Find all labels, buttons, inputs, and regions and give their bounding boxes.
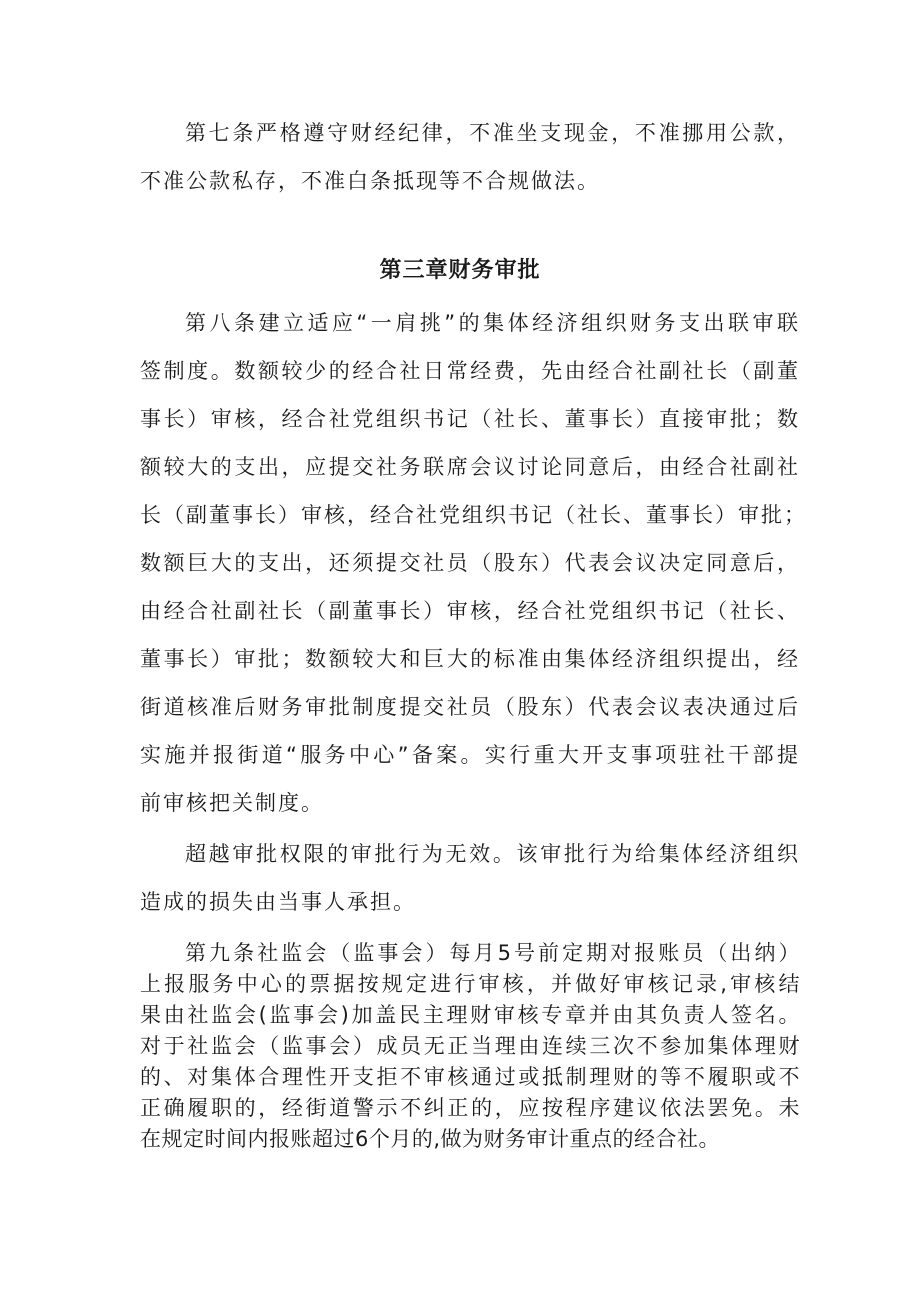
text-line: 在规定时间内报账超过6个月的,做为财务审计重点的经合社。	[140, 1127, 721, 1151]
article-7-paragraph	[140, 109, 800, 205]
article-9-paragraph	[140, 938, 800, 1155]
text-line: 董事长）审批；数额较大和巨大的标准由集体经济组织提出，经	[140, 647, 800, 671]
text-line: 实施并报街道“服务中心”备案。实行重大开支事项驻社干部提	[140, 743, 800, 767]
text-line: 的、对集体合理性开支拒不审核通过或抵制理财的等不履职或不	[140, 1065, 800, 1089]
text-line: 事长）审核，经合社党组织书记（社长、董事长）直接审批；数	[140, 407, 800, 431]
text-line: 第八条建立适应“一肩挑”的集体经济组织财务支出联审联	[185, 311, 800, 335]
text-line: 数额巨大的支出，还须提交社员（股东）代表会议决定同意后，	[140, 551, 800, 575]
article-8-paragraph	[140, 299, 807, 827]
text-line: 由经合社副社长（副董事长）审核，经合社党组织书记（社长、	[140, 599, 800, 623]
chapter-title: 第三章财务审批	[379, 258, 541, 283]
text-line: 第七条严格遵守财经纪律，不准坐支现金，不准挪用公款，	[185, 121, 800, 145]
text-line: 上报服务中心的票据按规定进行审核，并做好审核记录,审核结	[140, 972, 800, 996]
text-line: 长（副董事长）审核，经合社党组织书记（社长、董事长）审批；	[140, 503, 807, 527]
text-line: 签制度。数额较少的经合社日常经费，先由经合社副社长（副董	[140, 359, 800, 383]
text-line: 额较大的支出，应提交社务联席会议讨论同意后，由经合社副社	[140, 455, 800, 479]
text-line: 超越审批权限的审批行为无效。该审批行为给集体经济组织	[185, 842, 800, 866]
text-line: 果由社监会(监事会)加盖民主理财审核专章并由其负责人签名。	[140, 1003, 800, 1027]
text-line: 造成的损失由当事人承担。	[140, 890, 416, 914]
over-authority-paragraph	[140, 830, 800, 926]
text-line: 第九条社监会（监事会）每月5号前定期对报账员（出纳）	[185, 941, 800, 965]
text-line: 街道核准后财务审批制度提交社员（股东）代表会议表决通过后	[140, 695, 800, 719]
text-line: 不准公款私存，不准白条抵现等不合规做法。	[140, 169, 600, 193]
text-line: 前审核把关制度。	[140, 791, 324, 815]
text-line: 对于社监会（监事会）成员无正当理由连续三次不参加集体理财	[140, 1034, 800, 1058]
text-line: 正确履职的，经街道警示不纠正的，应按程序建议依法罢免。未	[140, 1096, 800, 1120]
